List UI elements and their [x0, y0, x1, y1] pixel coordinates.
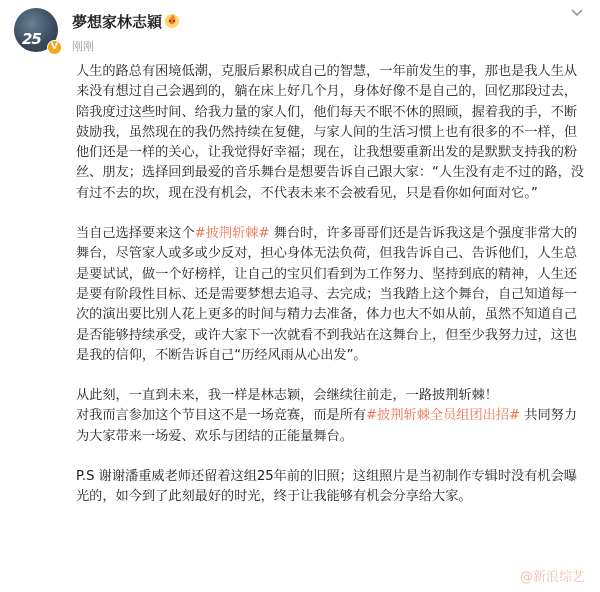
paragraph-text: 当自己选择要来这个: [76, 226, 195, 242]
paragraph-text: 舞台时，许多哥哥们还是告诉我这是个强度非常大的舞台，尽管家人或多或少反对，担心身体无法负荷，但我告诉自己、告诉他们，人生总是要试试，做一个好榜样，让自己的宝贝们看到为工作努力、坚持到底的精神，人生还是要有阶段性目标、还是需要梦想去追寻、去完成；当我踏上这个舞台，自己知道每一次的演出要比别人花上更多的时间与精力去准备，体力也大不如从前，虽然不知道自己是否能够持续承受，或许大家下一次就看不到我站在这舞台上，但至少我努力过，这也是我的信仰，不断告诉自己“历经风雨从心出发”。: [76, 226, 578, 363]
paragraph-text: 对我而言参加这个节目这不是一场竞赛，而是所有: [76, 408, 367, 424]
post-timestamp: 刚刚: [72, 40, 94, 53]
post-paragraph-4: P.S 谢谢潘重威老师还留着这组25年前的旧照；这组照片是当初制作专辑时没有机会曝光的，如今到了此刻最好的时光，终于让我能够有机会分享给大家。: [76, 469, 577, 505]
username[interactable]: 夢想家林志穎: [72, 13, 163, 31]
post-paragraph-3: [76, 406, 588, 447]
avatar-text: 25: [22, 30, 41, 48]
post-paragraph-2: [76, 224, 588, 366]
post-header: [0, 0, 600, 62]
hashtag-link[interactable]: #披荆斩棘#: [194, 226, 270, 242]
more-options-button[interactable]: [566, 6, 588, 24]
chevron-down-icon: [570, 8, 584, 18]
paragraph-text: 共同努力为大家带来一场爱、欢乐与团结的正能量舞台。: [76, 408, 578, 444]
source-watermark: @新浪综艺: [520, 570, 586, 585]
post-paragraph-3-line-1: 从此刻，一直到未来，我一样是林志颖，会继续往前走，一路披荆斩棘！: [76, 388, 498, 404]
post-body: [0, 62, 600, 508]
verified-badge-icon: V: [47, 40, 62, 55]
post-paragraph-1: 人生的路总有困境低潮，克服后累积成自己的智慧，一年前发生的事，那也是我人生从来没有想过自己会遇到的，躺在床上好几个月，身体好像不是自己的，回忆那段过去，陪我度过这些时间、给我力量的家人们，他们每天不眠不休的照顾，握着我的手，不断鼓励我，虽然现在的我仍然持续在复健，与家人间的生活习惯上也有很多的不一样，但他们还是一样的关心，让我觉得好幸福；现在，让我想要重新出发的是默默支持我的粉丝、朋友；选择回到最爱的音乐舞台是想要告诉自己跟大家：“人生没有走不过的路，没有过不去的坎，现在没有机会，不代表未来不会被看见，只是看你如何面对它。”: [76, 64, 584, 201]
fire-badge-icon: [163, 11, 181, 29]
hashtag-link[interactable]: #披荆斩棘全员组团出招#: [366, 408, 521, 424]
